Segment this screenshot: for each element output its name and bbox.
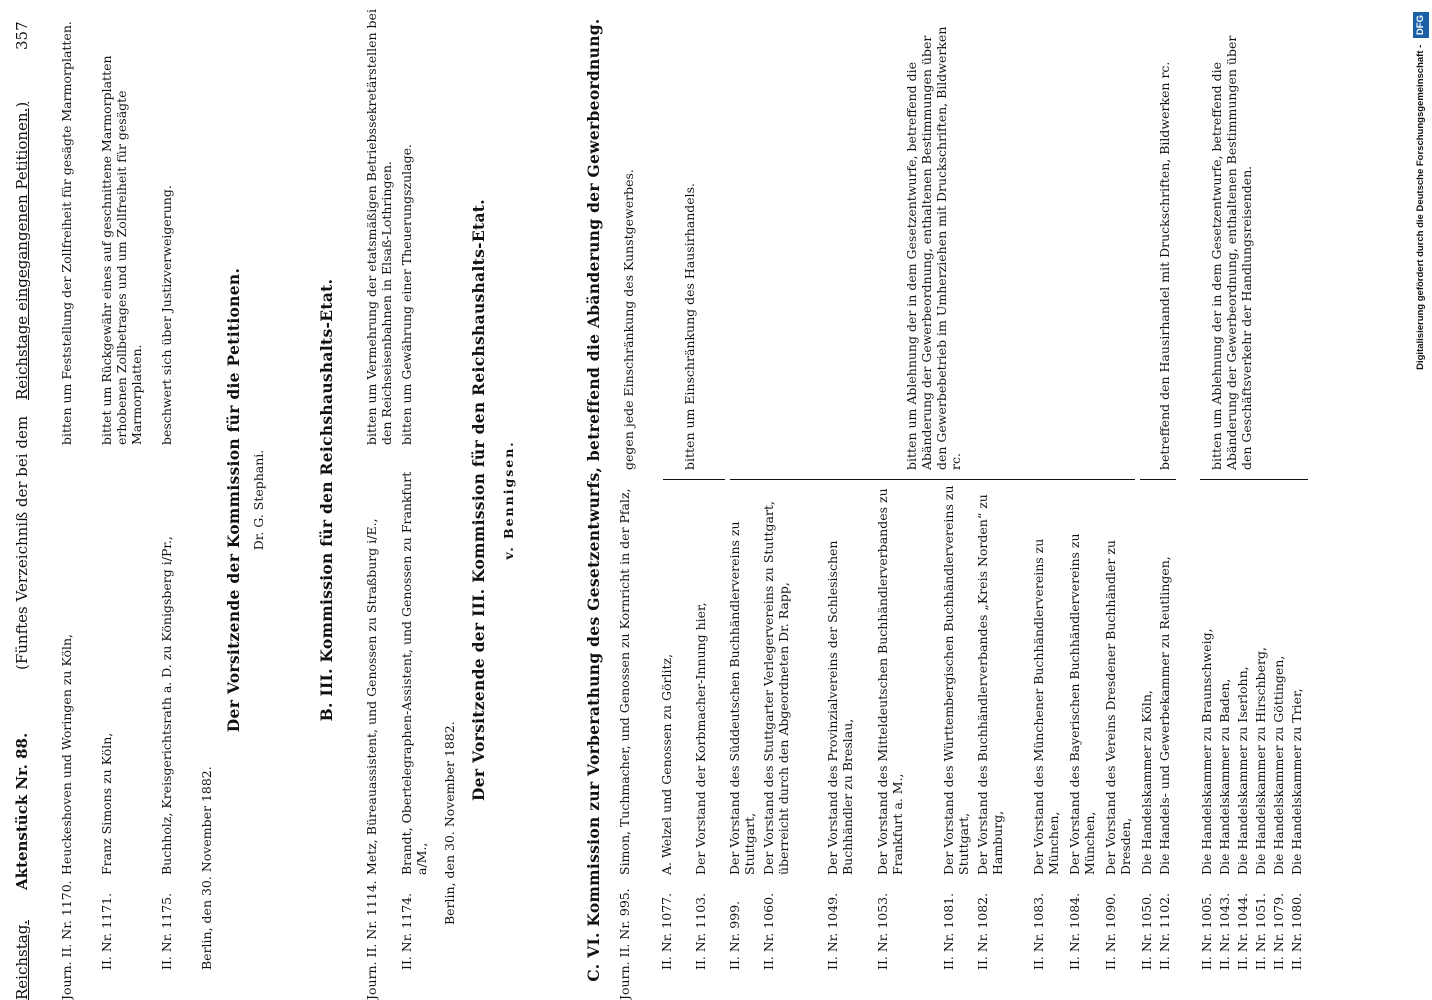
journal-number: II. Nr. 1044.: [1235, 892, 1250, 970]
journal-number: Journ. II. Nr. 1114.: [364, 880, 379, 1000]
subject: bittet um Rückgewähr eines auf geschnittene Marmorplatten erhobenen Zollbetrages und um Zollfreiheit für gesägte Marmorplatten.: [99, 55, 144, 445]
signature-title: Der Vorsitzende der III. Kommission für den Reichshaushalts-Etat.: [469, 199, 488, 801]
journal-number: II. Nr. 1171.: [99, 892, 114, 970]
brace: [730, 479, 1135, 480]
journal-number: II. Nr. 1043.: [1217, 892, 1232, 970]
petitioner: Der Vorstand des Buchhändlerverbandes „Kreis Norden“ zu Hamburg,: [975, 494, 1005, 875]
header-subtitle-start: (Fünftes Verzeichniß der bei dem: [13, 415, 31, 670]
petitioner: A. Welzel und Genossen zu Görlitz,: [659, 653, 674, 875]
brace: [1140, 479, 1176, 480]
date-line: Berlin, den 30. November 1882.: [442, 721, 457, 925]
petitioner: Der Vorstand des Süddeutschen Buchhändlervereins zu Stuttgart,: [727, 521, 757, 875]
journal-number: II. Nr. 1005.: [1199, 892, 1214, 970]
subject: beschwert sich über Justizverweigerung.: [159, 185, 174, 445]
petitioner: Brandt, Obertelegraphen-Assistent, und Genossen zu Frankfurt a/M.,: [399, 471, 429, 875]
digitization-credit: [1413, 0, 1429, 1000]
journal-number: II. Nr. 1174.: [399, 892, 414, 970]
journal-number: II. Nr. 1053.: [875, 892, 890, 970]
journal-number: II. Nr. 1077.: [659, 892, 674, 970]
petitioner: Die Handelskammer zu Braunschweig,: [1199, 628, 1214, 875]
subject: gegen jede Einschränkung des Kunstgewerbes.: [621, 169, 636, 470]
petitioner: Der Vorstand des Württembergischen Buchhändlervereins zu Stuttgart,: [941, 485, 971, 875]
brace: [663, 479, 725, 480]
header-subtitle-mid: Reichstage eingegangenen Petitionen.): [13, 101, 31, 400]
subject: bitten um Einschränkung des Hausirhandels.: [682, 182, 697, 470]
journal-number: II. Nr. 1175.: [159, 892, 174, 970]
petitioner: Heuckeshoven und Woringen zu Köln,: [59, 633, 74, 875]
journal-number: Journ. II. Nr. 1170.: [59, 880, 74, 1000]
brace: [1200, 479, 1308, 480]
petitioner: Die Handelskammer zu Köln,: [1139, 690, 1154, 875]
subject: bitten um Vermehrung der etatsmäßigen Betriebssekretärstellen bei den Reichseisenbahnen in Elsaß-Lothringen.: [364, 9, 394, 445]
petitioner: Der Vorstand des Bayerischen Buchhändlervereins zu München,: [1067, 533, 1097, 875]
journal-number: II. Nr. 1103.: [693, 892, 708, 970]
petitioner: Der Vorstand des Mitteldeutschen Buchhändlerverbandes zu Frankfurt a. M.,: [875, 488, 905, 875]
petitioner: Der Vorstand des Stuttgarter Verlegervereins zu Stuttgart, überreicht durch den Abgeordneten Dr. Rapp,: [761, 501, 791, 875]
journal-number: II. Nr. 1049.: [825, 892, 840, 970]
subject: betreffend den Hausirhandel mit Druckschriften, Bildwerken rc.: [1157, 61, 1172, 470]
petitioner: Simon, Tuchmacher, und Genossen zu Kornricht in der Pfalz,: [617, 488, 632, 875]
journal-number: II. Nr. 1082.: [975, 892, 990, 970]
date-line: Berlin, den 30. November 1882.: [199, 766, 214, 970]
journal-number: II. Nr. 1083.: [1031, 892, 1046, 970]
journal-number: Journ. II. Nr. 995.: [617, 888, 632, 1000]
signature-name: v. Bennigsen.: [501, 440, 516, 560]
subject: bitten um Ablehnung der in dem Gesetzentwurfe, betreffend die Abänderung der Gewerbeordnung, enthaltenen Bestimmungen über den Geschäftsverkehr der Handlungsreisenden.: [1209, 35, 1254, 470]
petitioner: Die Handels- und Gewerbekammer zu Reutlingen,: [1157, 556, 1172, 875]
digitization-text: Digitalisierung gefördert durch die Deutsche Forschungsgemeinschaft -: [1415, 44, 1426, 370]
section-c-heading: C. VI. Kommission zur Vorberathung des Gesetzentwurfs, betreffend die Abänderung der Gewerbeordnung.: [584, 18, 603, 982]
signature-title: Der Vorsitzende der Kommission für die Petitionen.: [224, 267, 243, 733]
section-b-heading: B. III. Kommission für den Reichshaushalts-Etat.: [317, 278, 336, 722]
petitioner: Der Vorstand des Münchener Buchhändlervereins zu München,: [1031, 538, 1061, 875]
journal-number: II. Nr. 1079.: [1271, 892, 1286, 970]
signature-name: Dr. G. Stephani.: [251, 449, 266, 551]
page-number: 357: [13, 21, 31, 50]
petitioner: Die Handelskammer zu Iserlohn,: [1235, 666, 1250, 875]
petitioner: Die Handelskammer zu Hirschberg,: [1253, 647, 1268, 875]
journal-number: II. Nr. 1051.: [1253, 892, 1268, 970]
journal-number: II. Nr. 1050.: [1139, 892, 1154, 970]
petitioner: Die Handelskammer zu Baden,: [1217, 678, 1232, 875]
petitioner: Metz, Büreauassistent, und Genossen zu Straßburg i/E.,: [364, 518, 379, 875]
subject: bitten um Ablehnung der in dem Gesetzentwurfe, betreffend die Abänderung der Gewerbeordnung, enthaltenen Bestimmungen über den Gewerbebetrieb im Umherziehen mit Druckschriften, Bildwerken rc.: [904, 26, 964, 470]
journal-number: II. Nr. 1102.: [1157, 892, 1172, 970]
header-title: Aktenstück Nr. 88.: [13, 732, 31, 890]
journal-number: II. Nr. 1081.: [941, 892, 956, 970]
petitioner: Franz Simons zu Köln,: [99, 732, 114, 875]
journal-number: II. Nr. 1080.: [1289, 892, 1304, 970]
petitioner: Buchholz, Kreisgerichtsrath a. D. zu Königsberg i/Pr.,: [159, 536, 174, 875]
petitioner: Der Vorstand des Vereins Dresdener Buchhändler zu Dresden,: [1103, 540, 1133, 875]
journal-number: II. Nr. 1084.: [1067, 892, 1082, 970]
journal-number: II. Nr. 1090.: [1103, 892, 1118, 970]
subject: bitten um Gewährung einer Theuerungszulage.: [399, 144, 414, 445]
dfg-logo: DFG: [1413, 12, 1429, 38]
petitioner: Die Handelskammer zu Trier,: [1289, 688, 1304, 875]
subject: bitten um Feststellung der Zollfreiheit für gesägte Marmorplatten.: [59, 21, 74, 445]
petitioner: Der Vorstand der Korbmacher-Innung hier,: [693, 602, 708, 875]
petitioner: Der Vorstand des Provinzialvereins der Schlesischen Buchhändler zu Breslau,: [825, 540, 855, 875]
journal-number: II. Nr. 999.: [727, 900, 742, 970]
petitioner: Die Handelskammer zu Göttingen,: [1271, 655, 1286, 875]
header-reichstag: Reichstag.: [13, 919, 31, 1000]
journal-number: II. Nr. 1060.: [761, 892, 776, 970]
